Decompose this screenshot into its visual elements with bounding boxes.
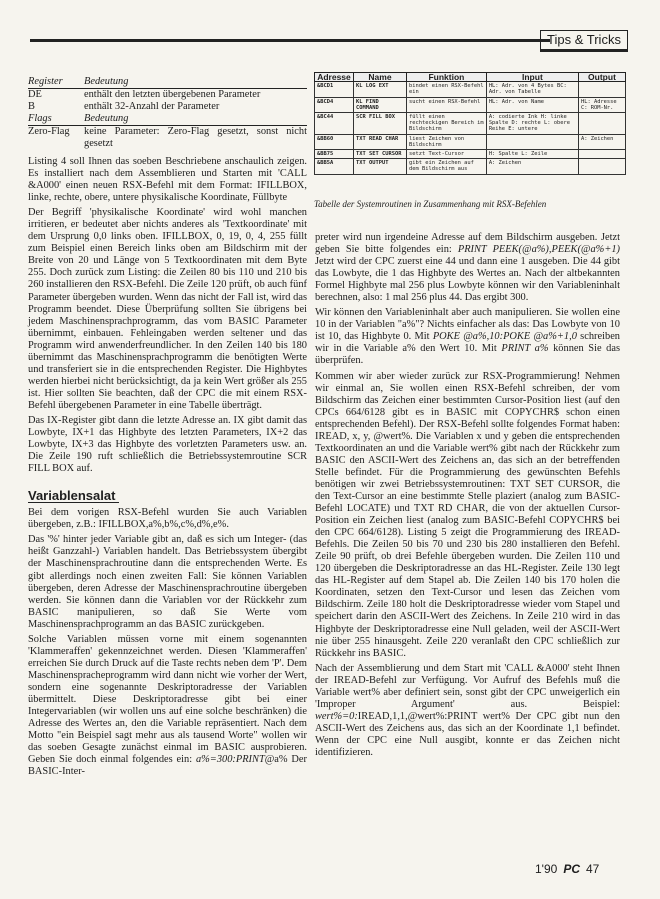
paragraph: Bei dem vorigen RSX-Befehl wurden Sie auch Variablen übergeben, z.B.: IFILLBOX,a%,b%,c%,d%,e%. <box>28 507 307 531</box>
paragraph-text: können Sie das überprüfen. <box>315 343 621 367</box>
register-head <box>28 76 307 89</box>
section-heading: Variablensalat <box>28 490 119 503</box>
paragraph-text: Nach der Assemblierung und dem Start mit 'CALL &A000' steht Ihnen der IREAD-Befehl zur Verfügung. Vor Aufruf des Befehls muß die Variable wert% aber definiert sein, sonst gibt der CPC unweigerlich ein 'Improper Argument' aus. Beispiel: <box>315 662 620 710</box>
table-row <box>315 159 626 174</box>
table-header: Input <box>486 73 578 82</box>
code-snippet: a%=300:PRINT <box>195 754 265 766</box>
paragraph-text: schreiben wir in die Variable a% den Wert 10. Mit <box>315 331 620 355</box>
table-cell: bindet einen RSX-Befehl ein <box>407 82 487 97</box>
table-cell <box>578 113 625 135</box>
issue-number: 1'90 <box>535 862 558 876</box>
table-cell: HL: Adr. von Name <box>486 97 578 112</box>
flags-head-value: Bedeutung <box>84 113 307 126</box>
paragraph: Das '%' hinter jeder Variable gibt an, daß es sich um Integer- (das heißt Ganzzahl-) Variablen handelt. Das Betriebssystem übergibt der Maschinensprachroutine dann die entsprechenden Werte. Es gibt allerdings noch einen zweiten Fall: Sie können Variablen übergeben, deren Adresse der Maschinensprachroutine übergeben werden. Sie können dann die Variablen vor der Rückkehr zum BASIC manipulieren, so daß Sie Werte vom Maschinensprachprogramm an das BASIC zurückgeben. <box>28 534 307 630</box>
paragraph <box>315 232 620 304</box>
table-cell <box>486 134 578 149</box>
header-rule <box>30 39 550 42</box>
paragraph <box>28 634 307 779</box>
code-snippet: wert%=0: <box>315 710 358 722</box>
table-cell: A: Zeichen <box>578 134 625 149</box>
register-head-value: Bedeutung <box>84 76 307 89</box>
system-routines-table <box>314 72 626 175</box>
flags-head <box>28 113 307 126</box>
table-cell: SCR FILL BOX <box>354 113 407 135</box>
register-value: enthält den letzten übergebenen Parameter <box>84 89 261 100</box>
table-cell: gibt ein Zeichen auf dem Bildschirm aus <box>407 159 487 174</box>
code-snippet: POKE @a%,10:POKE @a%+1,0 <box>432 331 577 343</box>
table-cell <box>578 150 625 159</box>
register-key: DE <box>28 89 42 100</box>
paragraph-text: Wir können den Variableninhalt aber auch manipulieren. Sie wollen eine 10 in der Variablen "a%"? Nichts einfacher als das: Das Lowbyte von 10 ist 10, das Highbyte 0. Mit <box>315 307 620 343</box>
paragraph-text: preter wird nun irgendeine Adresse auf dem Bildschirm ausgeben. Jetzt geben Sie bitte folgendes ein: <box>315 232 620 256</box>
table-cell: KL LOG EXT <box>354 82 407 97</box>
paragraph: Kommen wir aber wieder zurück zur RSX-Programmierung! Nehmen wir einmal an, Sie wollen einen RSX-Befehl schreiben, der vom Bildschirm das Zeichen einer bestimmten Cursor-Position liest (auf den CPCs 664/6128 gibt es in BASIC mit COPYCHR$ schon einen entsprechenden Befehl). Der RSX-Befehl sollte folgendes Format haben: IREAD, x, y, @wert%. Die Variablen x und y geben die entsprechenden Textkoordinaten an und die Variable wert% gibt nach der Rückkehr zum BASIC den ASCII-Wert des Zeichens an, das sich an der betreffenden Stelle befindet. Für die Programmierung des gewünschten Befehls benötigen wir zwei Betriebssystemroutinen: TXT SET CURSOR, die den Text-Cursor an eine bestimmte Stelle plaziert (analog zum BASIC-Befehl LOCATE) und TXT RD CHAR, die von der aktuellen Cursor-Position ein Zeichen liest (analog zum BASIC-Befehl COPYCHR$ bei den CPC 664/6128). Listing 5 zeigt die Programmierung des IREAD-Befehls. Die Zeilen 50 bis 70 und 230 bis 280 installieren den Befehl. Zeile 90 prüft, ob drei Befehle übergeben wurden. Die Zeilen 110 und 120 übergeben die Deskriptoradresse an das HL-Register. Zeile 130 legt das HL-Register auf dem Stapel ab. Die Zeilen 140 bis 170 holen die Koordinaten, setzen den Text-Cursor und lesen das Zeichen vom Bildschirm. Zeile 180 holt die Deskriptoradresse wieder vom Stapel und speichert darin den ASCII-Wert des Zeichens. In Zeile 210 wird in das Highbyte der Deskriptoradresse eine Null geladen, weil der ASCII-Wert nie über 255 hinausgeht. Zeile 220 veranlaßt den CPC schließlich zur Rückkehr ins BASIC. <box>315 370 620 659</box>
flags-head-key: Flags <box>28 113 84 126</box>
page-header <box>30 30 628 52</box>
table-cell: &BB5A <box>315 159 354 174</box>
table-row <box>315 97 626 112</box>
flags-value: keine Parameter: Zero-Flag gesetzt, sonst nicht gesetzt <box>84 126 307 149</box>
table-cell: sucht einen RSX-Befehl <box>407 97 487 112</box>
register-row <box>28 101 307 113</box>
table-cell: liest Zeichen von Bildschirm <box>407 134 487 149</box>
table-cell: A: Zeichen <box>486 159 578 174</box>
table-cell: TXT READ CHAR <box>354 134 407 149</box>
table-cell: &BCD1 <box>315 82 354 97</box>
left-column <box>28 76 307 781</box>
table-cell: HL: Adresse C: ROM-Nr. <box>578 97 625 112</box>
table-cell: KL FIND COMMAND <box>354 97 407 112</box>
table-row <box>315 150 626 159</box>
paragraph: Der Begriff 'physikalische Koordinate' wird wohl manchen irritieren, er bedeutet aber nichts anderes als 'Textkoordinate' mit dem Ursprung 0,0 links oben. IFILLBOX, 0, 19, 0, 4, 255 füllt zum Beispiel einen Bereich links oben am Bildschirm mit der Breite von 20 und Länge von 5 Textkoordinaten mit dem Byte 255. Doch zurück zum Listing: die Zeilen 80 bis 110 und 210 bis 260 installieren den RSX-Befehl. Die Zeile 120 prüft, ob auch fünf Parameter übergeben wurden. Wenn das nicht der Fall ist, wird das Programm beendet. Diese Überprüfung sollten Sie übrigens bei jedem Maschinensprachprogramm, das vom BASIC Parameter übernimmt, einbauen. Fehleingaben werden seltener und das Programm wird anwenderfreundlicher. In den Zeilen 140 bis 180 übernimmt das Maschinensprachprogramm die benötigten Werte und transferiert sie in die entsprechenden Register. Die Highbytes werden hierbei nicht berücksichtigt, da ja kein Wert größer als 255 ist. Hier sollten Sie beachten, daß der CPC die mit einem RSX-Befehl übergebenen Parameter in eine Tabelle überträgt. <box>28 207 307 411</box>
register-key: B <box>28 101 35 112</box>
code-snippet: PRINT a% <box>501 343 549 355</box>
table-header: Output <box>578 73 625 82</box>
table-caption: Tabelle der Systemroutinen in Zusammenhang mit RSX-Befehlen <box>314 199 547 209</box>
table-cell: &BB75 <box>315 150 354 159</box>
register-table <box>28 76 307 150</box>
paragraph-text: @a% Der BASIC-Inter- <box>28 754 307 778</box>
flags-row <box>28 126 307 151</box>
paragraph: Listing 4 soll Ihnen das soeben Beschriebene anschaulich zeigen. Es installiert nach dem Assemblieren und Starten mit 'CALL &A000' einen neuen RSX-Befehl mit dem Format: IFILLBOX, linke, rechte, obere, untere physikalische Koordinate, Füllbyte <box>28 156 307 204</box>
table-cell: H: Spalte L: Zeile <box>486 150 578 159</box>
paragraph-text: Solche Variablen müssen vorne mit einem sogenannten 'Klammeraffen' gekennzeichnet werden. Diesen 'Klammeraffen' erreichen Sie durch Druck auf die Taste rechts neben dem 'P'. Dem Maschinenspracheprogramm wird dann nicht wie vorher der Wert, sondern eine sogenannte Deskriptoradresse der Variablen übermittelt. Diese Deskriptoradresse gibt bei einer Integervariablen (wir wollen uns auf eine solche beschränken) die Adresse des Wertes an, den die Variable repräsentiert. Nach dem Motto "ein Beispiel sagt mehr aus als tausend Worte" wollen wir das soeben Gesagte zunächst einmal im BASIC ausprobieren. Geben Sie doch einmal folgendes ein: <box>28 633 307 766</box>
table-header: Funktion <box>407 73 487 82</box>
table-cell: &BCD4 <box>315 97 354 112</box>
table-cell: setzt Text-Cursor <box>407 150 487 159</box>
section-label: Tips & Tricks <box>540 30 628 52</box>
right-column <box>315 232 620 762</box>
table-cell: &BC44 <box>315 113 354 135</box>
table-row <box>315 134 626 149</box>
table-row <box>315 82 626 97</box>
table-cell: A: codierte Ink H: linke Spalte D: rechte L: obere Reihe E: untere <box>486 113 578 135</box>
table-cell: füllt einen rechteckigen Bereich im Bildschirm <box>407 113 487 135</box>
table-cell: TXT SET CURSOR <box>354 150 407 159</box>
paragraph-text: IREAD,1,1,@wert%:PRINT wert% Der CPC gibt nun den ASCII-Wert des Zeichens aus, das sich an der Koordinate 1,1 befindet. Wenn der CPC eine Null ausgibt, konnte er das Zeichen nicht identifizieren. <box>315 710 620 758</box>
register-row <box>28 89 307 102</box>
flags-key: Zero-Flag <box>28 126 70 137</box>
paragraph: Das IX-Register gibt dann die letzte Adresse an. IX gibt damit das Lowbyte, IX+1 das Highbyte des letzten Parameters, IX+2 das Lowbyte, IX+3 das Highbyte des vorletzten Parameters usw. an. Die Zeile 190 ruft schließlich die Betriebssystemroutine SCR FILL BOX auf. <box>28 414 307 475</box>
table-cell: &BB60 <box>315 134 354 149</box>
paragraph <box>315 663 620 759</box>
register-value: enthält 32-Anzahl der Parameter <box>84 101 220 112</box>
paragraph-text: Jetzt wird der CPC zuerst eine 44 und dann eine 1 ausgeben. Die 44 gibt das Lowbyte, die 1 das Highbyte des Wertes an. Nach der altbekannten Formel Highbyte mal 256 plus Lowbyte können wir den Variableninhalt berechnen, also: 1 mal 256 plus 44. Das ergibt 300. <box>315 256 620 304</box>
table-cell: TXT OUTPUT <box>354 159 407 174</box>
table-cell <box>578 82 625 97</box>
register-head-key: Register <box>28 76 84 89</box>
table-row <box>315 113 626 135</box>
table-header-row <box>315 73 626 82</box>
table-cell: HL: Adr. von 4 Bytes BC: Adr. von Tabelle <box>486 82 578 97</box>
table-cell <box>578 159 625 174</box>
table-header: Adresse <box>315 73 354 82</box>
paragraph <box>315 307 620 367</box>
magazine-logo: PC <box>563 862 580 876</box>
page-footer <box>535 862 599 876</box>
table-header: Name <box>354 73 407 82</box>
page-number: 47 <box>585 862 600 876</box>
code-snippet: PRINT PEEK(@a%),PEEK(@a%+1) <box>457 244 620 256</box>
